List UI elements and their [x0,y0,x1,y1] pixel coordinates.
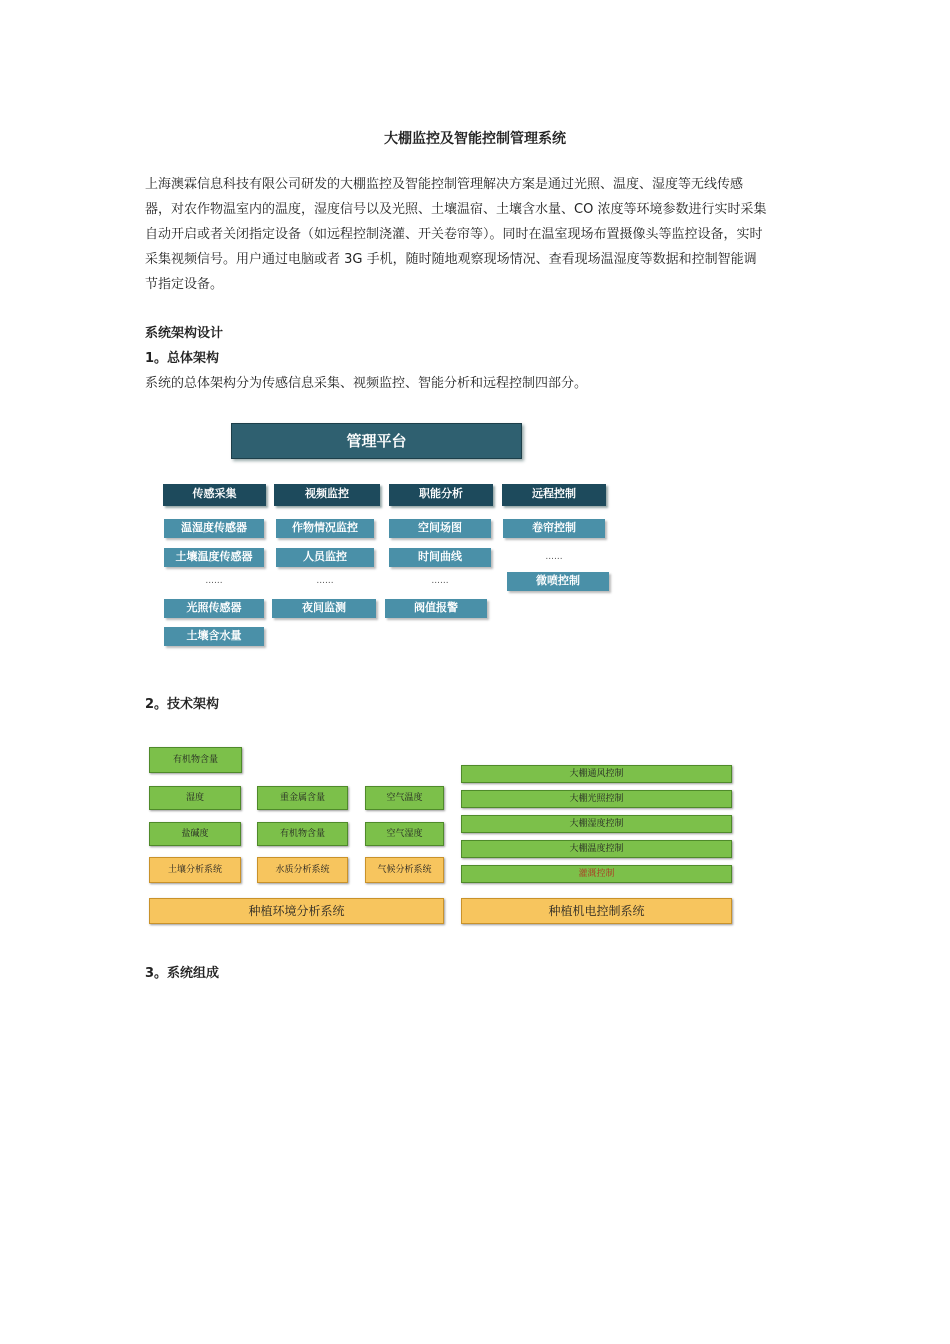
intro-line: 自动开启或者关闭指定设备（如远程控制浇灌、开关卷帘等）。同时在温室现场布置摄像头等监控设备，实时 [145,227,763,242]
factor-box: 盐碱度 [149,822,241,846]
sub-item-box: 土壤含水量 [164,627,264,646]
intro-line: 器，对农作物温室内的温度，湿度信号以及光照、土壤温宿、土壤含水量、CO 浓度等环境参数进行实时采集 [145,202,767,217]
factor-box: 空气湿度 [365,822,444,846]
control-box: 灌溉控制 [461,865,732,883]
technical-architecture-heading: 2。技术架构 [145,697,220,712]
intro-line: 上海澳霖信息科技有限公司研发的大棚监控及智能控制管理解决方案是通过光照、温度、湿度等无线传感 [145,177,744,192]
analysis-system-box: 土壤分析系统 [149,857,241,883]
intro-line: 采集视频信号。用户通过电脑或者 3G 手机，随时随地观察现场情况、查看现场温湿度等数据和控制智能调 [145,252,757,267]
sub-item-box: 作物情况监控 [276,519,374,538]
analysis-system-box: 水质分析系统 [257,857,348,883]
overall-architecture-heading: 1。总体架构 [145,351,220,366]
factor-box: 湿度 [149,786,241,810]
factor-box: 空气温度 [365,786,444,810]
page-title: 大棚监控及智能控制管理系统 [384,131,566,147]
sub-item-box: 人员监控 [276,548,374,567]
electromechanical-control-system-box: 种植机电控制系统 [461,898,732,924]
intro-paragraph [145,172,810,297]
intro-line: 节指定设备。 [145,277,224,292]
factor-box: 有机物含量 [257,822,348,846]
factor-box: 有机物含量 [149,747,242,773]
sub-item-box: 光照传感器 [164,599,264,618]
management-platform-box: 管理平台 [231,423,522,459]
sub-item-box: 温湿度传感器 [164,519,264,538]
ellipsis: ...... [205,576,223,586]
sub-item-box: 时间曲线 [389,548,491,567]
ellipsis: ...... [316,576,334,586]
sub-item-box: 空间场图 [389,519,491,538]
environment-analysis-system-box: 种植环境分析系统 [149,898,444,924]
control-box: 大棚通风控制 [461,765,732,783]
category-box: 传感采集 [163,484,266,506]
control-box: 大棚温度控制 [461,840,732,858]
ellipsis: ...... [545,552,563,562]
category-box: 远程控制 [502,484,606,506]
overall-architecture-text: 系统的总体架构分为传感信息采集、视频监控、智能分析和远程控制四部分。 [145,376,588,391]
control-box: 大棚光照控制 [461,790,732,808]
system-composition-heading: 3。系统组成 [145,966,220,981]
control-box: 大棚湿度控制 [461,815,732,833]
sub-item-box: 卷帘控制 [503,519,605,538]
sub-item-box: 土壤温度传感器 [164,548,264,567]
sub-item-box: 微喷控制 [507,572,609,591]
factor-box: 重金属含量 [257,786,348,810]
sub-item-box: 阀值报警 [385,599,487,618]
ellipsis: ...... [431,576,449,586]
analysis-system-box: 气候分析系统 [365,857,444,883]
category-box: 视频监控 [274,484,380,506]
sub-item-box: 夜间监测 [272,599,376,618]
section-heading: 系统架构设计 [145,326,224,341]
category-box: 职能分析 [389,484,493,506]
